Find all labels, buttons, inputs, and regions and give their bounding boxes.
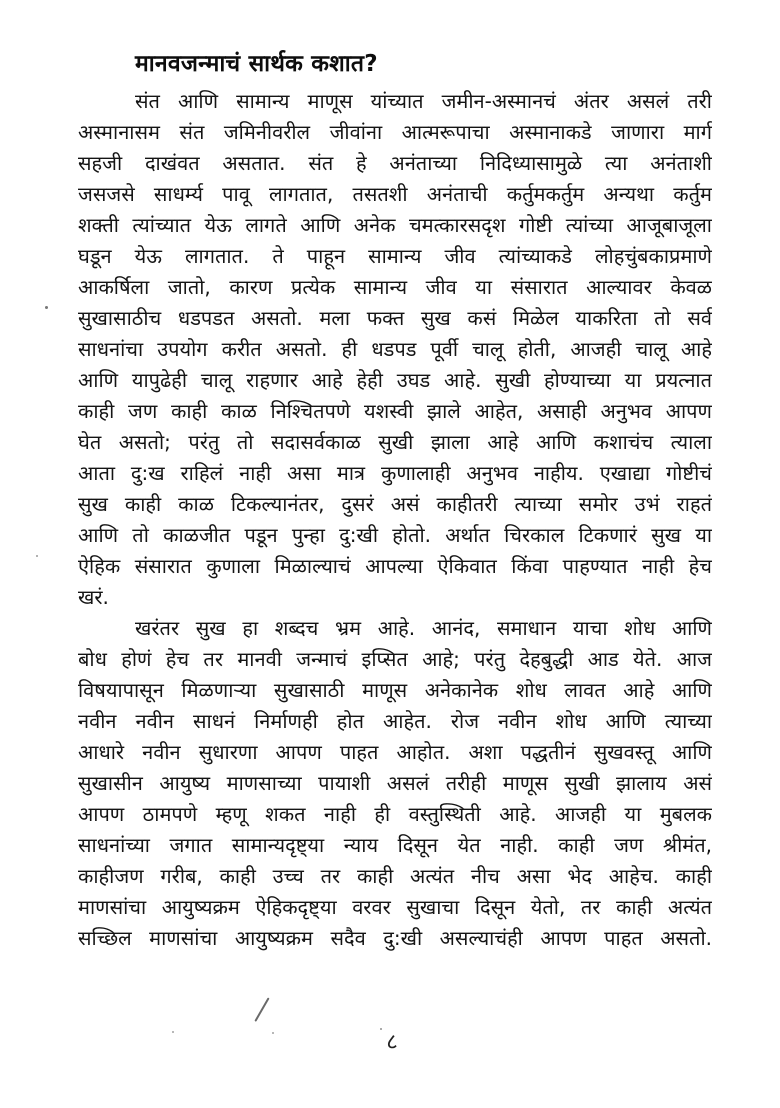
text-line: आधारे नवीन सुधारणा आपण पाहत आहोत. अशा पद्धतीनं सुखवस्तू आणि <box>78 740 712 764</box>
text-line: काही जण काही काळ निश्चितपणे यशस्वी झाले आहेत, असाही अनुभव आपण <box>78 399 712 423</box>
text-line: संत आणि सामान्य माणूस यांच्यात जमीन-अस्मानचं अंतर असलं तरी <box>135 89 712 113</box>
text-line: काहीजण गरीब, काही उच्च तर काही अत्यंत नीच असा भेद आहेच. काही <box>78 864 712 888</box>
text-line: जसजसे साधर्म्य पावू लागतात, तसतशी अनंताची कर्तुमकर्तुम अन्यथा कर्तुम <box>78 182 712 206</box>
text-line: सुखासीन आयुष्य माणसाच्या पायाशी असलं तरीही माणूस सुखी झालाय असं <box>78 771 712 795</box>
text-block <box>78 46 712 954</box>
text-line: खरंतर सुख हा शब्दच भ्रम आहे. आनंद, समाधान याचा शोध आणि <box>135 616 712 640</box>
text-line: बोध होणं हेच तर मानवी जन्माचं इप्सित आहे; परंतु देहबुद्धी आड येते. आज <box>78 647 712 671</box>
text-line: अस्मानासम संत जमिनीवरील जीवांना आत्मरूपाचा अस्मानाकडे जाणारा मार्ग <box>78 120 712 144</box>
ink-speck <box>272 1032 274 1034</box>
text-line: खरं. <box>78 585 109 609</box>
ink-speck <box>172 1031 174 1033</box>
paragraph-1 <box>78 86 712 613</box>
pen-stroke-mark <box>254 997 269 1021</box>
text-line: घेत असतो; परंतु तो सदासर्वकाळ सुखी झाला आहे आणि कशाचंच त्याला <box>78 430 712 454</box>
text-line: माणसांचा आयुष्यक्रम ऐहिकदृष्ट्या वरवर सुखाचा दिसून येतो, तर काही अत्यंत <box>78 895 712 919</box>
page-number: ८ <box>385 1029 399 1056</box>
text-line: आकर्षिला जातो, कारण प्रत्येक सामान्य जीव या संसारात आल्यावर केवळ <box>78 275 712 299</box>
text-line: सहजी दाखंवत असतात. संत हे अनंताच्या निदिध्यासामुळे त्या अनंताशी <box>78 151 712 175</box>
text-line: साधनांच्या जगात सामान्यदृष्ट्या न्याय दिसून येत नाही. काही जण श्रीमंत, <box>78 833 712 857</box>
text-line: शक्ती त्यांच्यात येऊ लागते आणि अनेक चमत्कारसदृश गोष्टी त्यांच्या आजूबाजूला <box>78 213 712 237</box>
text-line: विषयापासून मिळणाऱ्या सुखासाठी माणूस अनेकानेक शोध लावत आहे आणि <box>78 678 712 702</box>
text-line: घडून येऊ लागतात. ते पाहून सामान्य जीव त्यांच्याकडे लोहचुंबकाप्रमाणे <box>78 244 712 268</box>
page-title: मानवजन्माचं सार्थक कशात? <box>135 51 378 77</box>
ink-speck <box>380 1028 382 1030</box>
text-line: आता दु:ख राहिलं नाही असा मात्र कुणालाही अनुभव नाहीय. एखाद्या गोष्टीचं <box>78 461 712 485</box>
text-line: नवीन नवीन साधनं निर्माणही होत आहेत. रोज नवीन शोध आणि त्याच्या <box>78 709 712 733</box>
text-line: साधनांचा उपयोग करीत असतो. ही धडपड पूर्वी चालू होती, आजही चालू आहे <box>78 337 712 361</box>
paragraph-2 <box>78 613 712 954</box>
text-line: ऐहिक संसारात कुणाला मिळाल्याचं आपल्या ऐकिवात किंवा पाहण्यात नाही हेच <box>78 554 712 578</box>
text-line: सुख काही काळ टिकल्यानंतर, दुसरं असं काहीतरी त्याच्या समोर उभं राहतं <box>78 492 712 516</box>
text-line: आणि यापुढेही चालू राहणार आहे हेही उघड आहे. सुखी होण्याच्या या प्रयत्नात <box>78 368 712 392</box>
text-line: आपण ठामपणे म्हणू शकत नाही ही वस्तुस्थिती आहे. आजही या मुबलक <box>78 802 712 826</box>
ink-speck <box>45 306 48 309</box>
text-line: सुखासाठीच धडपडत असतो. मला फक्त सुख कसं मिळेल याकरिता तो सर्व <box>78 306 712 330</box>
ink-speck <box>36 555 38 557</box>
text-line: सच्छिल माणसांचा आयुष्यक्रम सदैव दु:खी असल्याचंही आपण पाहत असतो. <box>78 926 712 950</box>
text-line: आणि तो काळजीत पडून पुन्हा दु:खी होतो. अर्थात चिरकाल टिकणारं सुख या <box>78 523 712 547</box>
